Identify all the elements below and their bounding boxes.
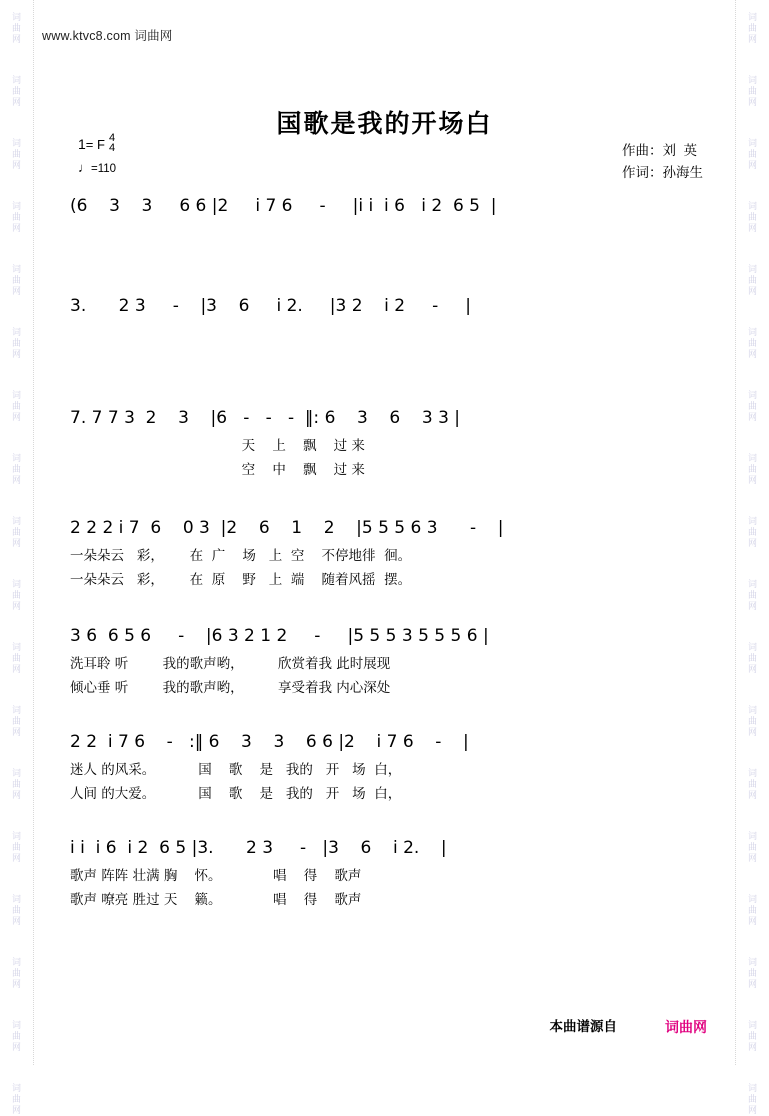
- system-1: [70, 196, 711, 216]
- sheet-music-page: [34, 0, 735, 1065]
- watermark-text: 词曲网: [747, 390, 757, 422]
- key-prefix: 1: [78, 136, 86, 152]
- lyrics-verse-2: 歌声 嘹亮 胜过 天 籁。 唱 得 歌声: [70, 892, 362, 908]
- time-denominator: 4: [108, 142, 116, 154]
- lyrics-verse-1: 歌声 阵阵 壮满 胸 怀。 唱 得 歌声: [70, 868, 362, 884]
- watermark-text: 词曲网: [747, 264, 757, 296]
- notes-line: 7. 7 7 3 2 3 |6 - - - ‖: 6 3 6 3 3 |: [70, 408, 461, 428]
- tempo-value: =110: [91, 163, 117, 175]
- notes-line: (6 3 3 6 6 |2 i 7 6 - |i i i 6 i 2 6 5 |: [70, 196, 497, 216]
- key-signature: [78, 134, 115, 153]
- watermark-text: 词曲网: [11, 453, 21, 485]
- site-brand-label[interactable]: 词曲网: [665, 1019, 707, 1035]
- watermark-column-right: [735, 0, 769, 1115]
- notes-line: 3 6 6 5 6 - |6 3 2 1 2 - |5 5 5 3 5 5 5 6 |: [70, 626, 489, 646]
- system-7: [70, 838, 711, 908]
- watermark-text: 词曲网: [11, 1083, 21, 1115]
- system-6: [70, 732, 711, 802]
- watermark-text: 词曲网: [747, 1083, 757, 1115]
- watermark-text: 词曲网: [747, 453, 757, 485]
- watermark-text: 词曲网: [11, 12, 21, 44]
- notes-line: 2 2 i 7 6 - :‖ 6 3 3 6 6 |2 i 7 6 - |: [70, 732, 469, 752]
- watermark-column-left: [0, 0, 34, 1115]
- system-4: [70, 518, 711, 588]
- watermark-text: 词曲网: [747, 1020, 757, 1052]
- watermark-text: 词曲网: [747, 579, 757, 611]
- watermark-text: 词曲网: [11, 75, 21, 107]
- system-3: [70, 408, 711, 478]
- notes-line: i i i 6 i 2 6 5 |3. 2 3 - |3 6 i 2. |: [70, 838, 447, 858]
- watermark-text: 词曲网: [11, 201, 21, 233]
- page-title: 国歌是我的开场白: [276, 109, 493, 138]
- watermark-text: 词曲网: [11, 1020, 21, 1052]
- lyrics-verse-2: 倾心垂 听 我的歌声哟， 享受着我 内心深处: [70, 680, 391, 696]
- watermark-text: 词曲网: [11, 831, 21, 863]
- credits-block: [622, 140, 703, 184]
- time-numerator: 4: [108, 132, 116, 144]
- watermark-text: 词曲网: [11, 894, 21, 926]
- system-2: [70, 296, 711, 316]
- lyrics-verse-1: 一朵朵云 彩， 在 广 场 上 空 不停地徘 徊。: [70, 548, 412, 564]
- watermark-text: 词曲网: [747, 642, 757, 674]
- watermark-text: 词曲网: [11, 957, 21, 989]
- watermark-text: 词曲网: [11, 390, 21, 422]
- watermark-text: 词曲网: [747, 75, 757, 107]
- watermark-text: 词曲网: [11, 579, 21, 611]
- watermark-text: 词曲网: [747, 516, 757, 548]
- watermark-text: 词曲网: [747, 894, 757, 926]
- lyricist-label: 作词：孙海生: [622, 165, 703, 180]
- watermark-text: 词曲网: [747, 12, 757, 44]
- lyrics-verse-2: 一朵朵云 彩， 在 原 野 上 端 随着风摇 摆。: [70, 572, 412, 588]
- lyrics-verse-1: 天 上 飘 过 来: [70, 438, 365, 454]
- watermark-text: 词曲网: [11, 516, 21, 548]
- lyrics-verse-2: 空 中 飘 过 来: [70, 462, 365, 478]
- watermark-text: 词曲网: [11, 138, 21, 170]
- watermark-text: 词曲网: [747, 138, 757, 170]
- key-equals: = F: [85, 137, 105, 152]
- quarter-note-icon: ♩: [78, 160, 91, 175]
- watermark-text: 词曲网: [747, 327, 757, 359]
- source-label: 本曲谱源自: [549, 1019, 617, 1034]
- watermark-text: 词曲网: [11, 705, 21, 737]
- watermark-text: 词曲网: [747, 957, 757, 989]
- watermark-text: 词曲网: [11, 768, 21, 800]
- composer-label: 作曲：刘 英: [622, 143, 698, 158]
- watermark-text: 词曲网: [747, 705, 757, 737]
- watermark-text: 词曲网: [747, 201, 757, 233]
- watermark-text: 词曲网: [11, 327, 21, 359]
- tempo-marking: [78, 160, 116, 175]
- watermark-text: 词曲网: [11, 264, 21, 296]
- site-url-label: www.ktvc8.com 词曲网: [42, 29, 173, 43]
- watermark-text: 词曲网: [747, 768, 757, 800]
- lyrics-verse-2: 人间 的大爱。 国 歌 是 我的 开 场 白，: [70, 786, 402, 802]
- system-5: [70, 626, 711, 696]
- notes-line: 3. 2 3 - |3 6 i 2. |3 2 i 2 - |: [70, 296, 472, 316]
- notes-line: 2 2 2 i 7 6 0 3 |2 6 1 2 |5 5 5 6 3 - |: [70, 518, 504, 538]
- watermark-text: 词曲网: [11, 642, 21, 674]
- watermark-text: 词曲网: [747, 831, 757, 863]
- time-signature: [109, 134, 115, 153]
- lyrics-verse-1: 洗耳聆 听 我的歌声哟， 欣赏着我 此时展现: [70, 656, 391, 672]
- lyrics-verse-1: 迷人 的风采。 国 歌 是 我的 开 场 白，: [70, 762, 402, 778]
